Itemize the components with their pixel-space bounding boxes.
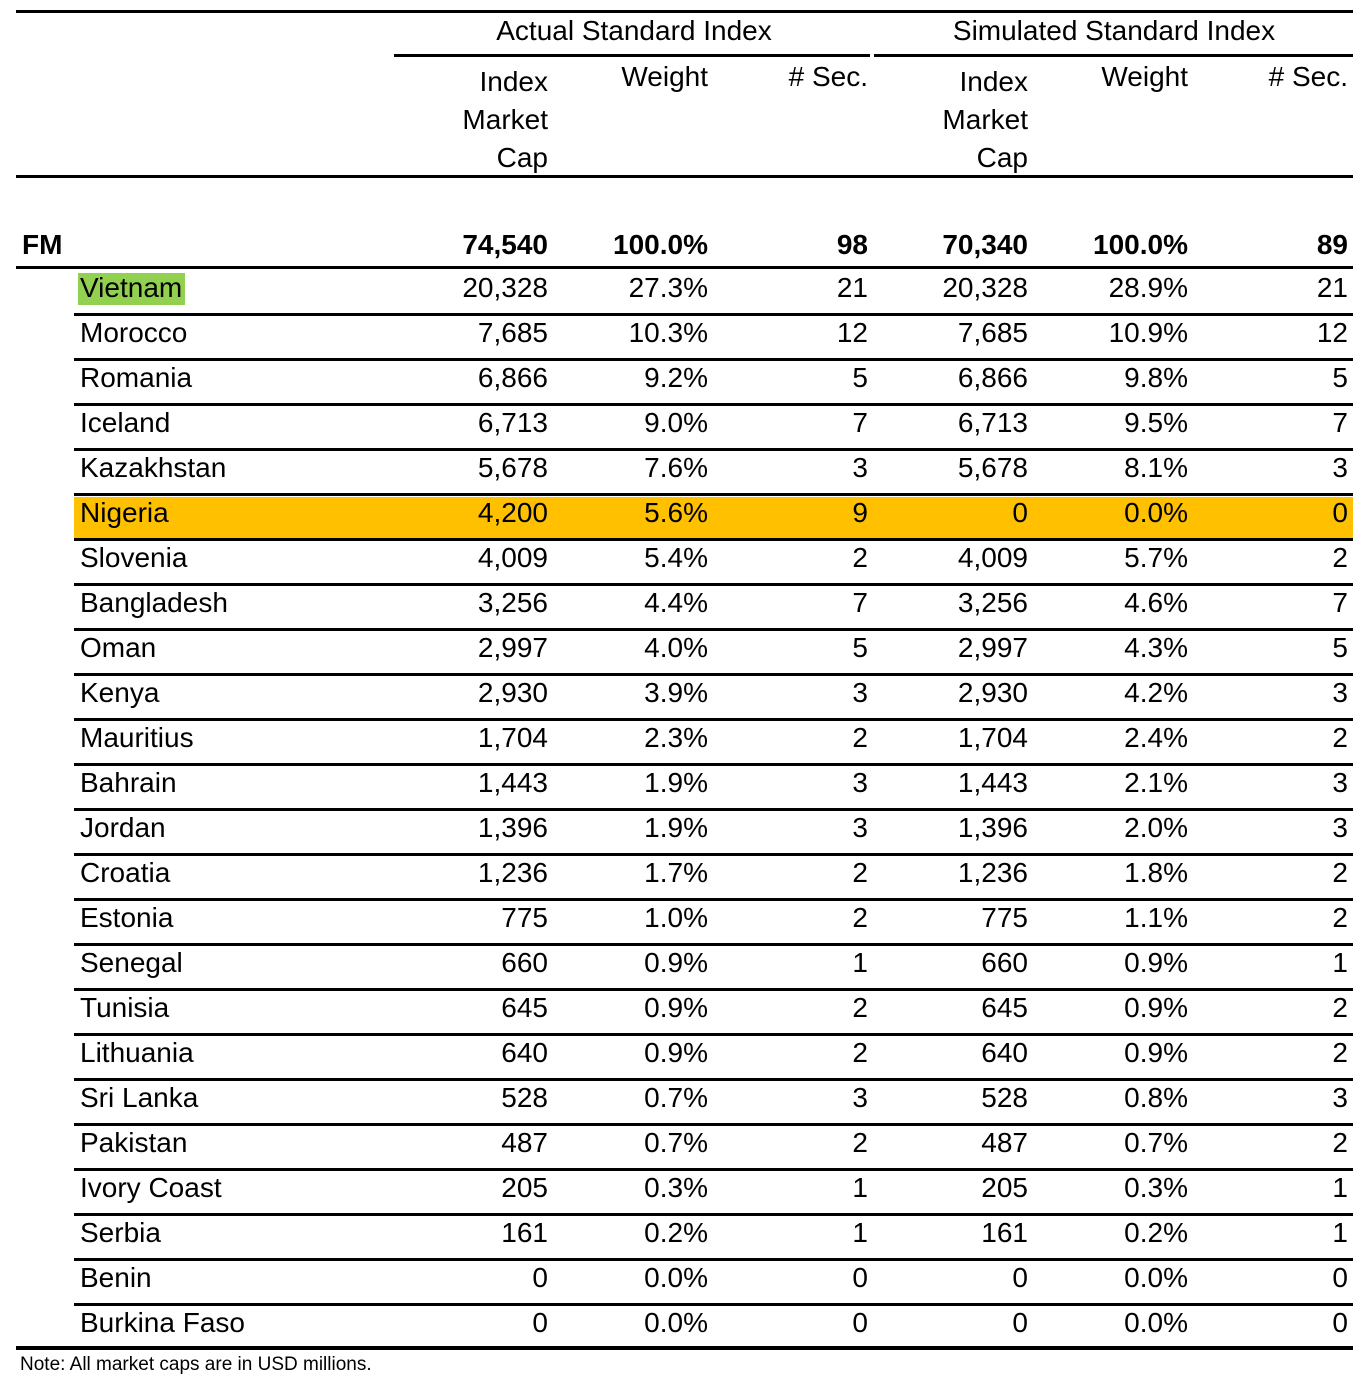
actual-cap-cell: 6,866 <box>477 362 548 393</box>
row-separator <box>74 313 1353 316</box>
actual-weight-cell: 3.9% <box>644 677 708 708</box>
sim-weight-cell: 1.1% <box>1124 902 1188 933</box>
sim-weight-cell: 2.1% <box>1124 767 1188 798</box>
actual-sec-cell: 2 <box>852 902 868 933</box>
country-label: Serbia <box>80 1217 161 1248</box>
sim-sec-cell: 2 <box>1332 1127 1348 1158</box>
sim-sec-cell: 3 <box>1332 1082 1348 1113</box>
actual-weight-cell: 10.3% <box>628 317 708 348</box>
actual-weight-cell: 4.4% <box>644 587 708 618</box>
sim-weight-cell: 0.0% <box>1124 497 1188 528</box>
actual-weight-cell: 27.3% <box>628 272 708 303</box>
total-actual-weight: 100.0% <box>613 229 708 260</box>
top-rule <box>16 10 1353 13</box>
sim-weight-cell: 4.6% <box>1124 587 1188 618</box>
sim-sec-cell: 1 <box>1332 947 1348 978</box>
col-header-cap-line2: Market <box>942 104 1028 135</box>
actual-cap-cell: 161 <box>501 1217 548 1248</box>
col-header-sim-sec: # Sec. <box>1268 61 1348 92</box>
row-separator <box>74 493 1353 496</box>
sim-cap-cell: 6,713 <box>957 407 1028 438</box>
actual-sec-cell: 5 <box>852 632 868 663</box>
row-separator <box>74 538 1353 541</box>
actual-sec-cell: 1 <box>852 1217 868 1248</box>
actual-sec-cell: 2 <box>852 992 868 1023</box>
row-separator <box>74 1213 1353 1216</box>
total-sim-cap: 70,340 <box>942 229 1028 260</box>
actual-sec-cell: 3 <box>852 452 868 483</box>
country-label: Mauritius <box>80 722 194 753</box>
sim-weight-cell: 0.2% <box>1124 1217 1188 1248</box>
country-label: Tunisia <box>80 992 170 1023</box>
actual-cap-cell: 1,396 <box>477 812 548 843</box>
actual-sec-cell: 3 <box>852 767 868 798</box>
row-separator <box>74 358 1353 361</box>
actual-weight-cell: 1.7% <box>644 857 708 888</box>
actual-sec-cell: 1 <box>852 1172 868 1203</box>
row-separator <box>74 403 1353 406</box>
sim-weight-cell: 28.9% <box>1108 272 1188 303</box>
sim-cap-cell: 3,256 <box>957 587 1028 618</box>
actual-weight-cell: 0.7% <box>644 1082 708 1113</box>
row-separator <box>74 1033 1353 1036</box>
actual-weight-cell: 0.0% <box>644 1307 708 1338</box>
row-separator <box>74 1078 1353 1081</box>
actual-sec-cell: 0 <box>852 1307 868 1338</box>
row-separator <box>74 853 1353 856</box>
row-separator <box>74 1168 1353 1171</box>
sim-weight-cell: 1.8% <box>1124 857 1188 888</box>
row-separator <box>74 988 1353 991</box>
actual-sec-cell: 7 <box>852 407 868 438</box>
country-label: Kenya <box>80 677 160 708</box>
sim-cap-cell: 1,704 <box>957 722 1028 753</box>
country-label: Benin <box>80 1262 152 1293</box>
actual-cap-cell: 660 <box>501 947 548 978</box>
row-separator <box>74 718 1353 721</box>
sim-weight-cell: 0.9% <box>1124 992 1188 1023</box>
table-bottom-rule <box>16 1346 1353 1350</box>
sim-sec-cell: 7 <box>1332 587 1348 618</box>
col-header-cap-line1: Index <box>479 66 548 97</box>
sim-cap-cell: 0 <box>1012 497 1028 528</box>
country-label: Iceland <box>80 407 171 438</box>
sim-cap-cell: 660 <box>981 947 1028 978</box>
header-bottom-rule <box>16 175 1353 178</box>
actual-weight-cell: 1.9% <box>644 767 708 798</box>
actual-sec-cell: 9 <box>852 497 868 528</box>
country-label: Burkina Faso <box>80 1307 245 1338</box>
sim-cap-cell: 1,443 <box>957 767 1028 798</box>
actual-weight-cell: 7.6% <box>644 452 708 483</box>
sim-cap-cell: 1,236 <box>957 857 1028 888</box>
sim-sec-cell: 2 <box>1332 1037 1348 1068</box>
group-rule-actual <box>394 54 870 57</box>
actual-weight-cell: 0.7% <box>644 1127 708 1158</box>
actual-weight-cell: 0.0% <box>644 1262 708 1293</box>
country-label: Sri Lanka <box>80 1082 199 1113</box>
actual-cap-cell: 1,704 <box>477 722 548 753</box>
sim-weight-cell: 4.3% <box>1124 632 1188 663</box>
actual-cap-cell: 5,678 <box>477 452 548 483</box>
actual-weight-cell: 0.9% <box>644 1037 708 1068</box>
actual-sec-cell: 2 <box>852 1127 868 1158</box>
sim-cap-cell: 4,009 <box>957 542 1028 573</box>
sim-cap-cell: 5,678 <box>957 452 1028 483</box>
sim-cap-cell: 6,866 <box>957 362 1028 393</box>
total-actual-sec: 98 <box>836 229 868 260</box>
sim-sec-cell: 2 <box>1332 722 1348 753</box>
country-label: Jordan <box>80 812 166 843</box>
actual-cap-cell: 0 <box>532 1307 548 1338</box>
actual-weight-cell: 2.3% <box>644 722 708 753</box>
row-separator <box>74 448 1353 451</box>
actual-weight-cell: 0.3% <box>644 1172 708 1203</box>
col-header-actual-cap <box>380 63 548 177</box>
sim-weight-cell: 0.7% <box>1124 1127 1188 1158</box>
country-label: Croatia <box>80 857 171 888</box>
simulated-index-title: Simulated Standard Index <box>952 15 1276 46</box>
actual-sec-cell: 12 <box>836 317 868 348</box>
sim-weight-cell: 9.5% <box>1124 407 1188 438</box>
row-separator <box>74 1303 1353 1306</box>
col-header-cap-line2: Market <box>462 104 548 135</box>
actual-cap-cell: 528 <box>501 1082 548 1113</box>
sim-cap-cell: 205 <box>981 1172 1028 1203</box>
sim-sec-cell: 3 <box>1332 677 1348 708</box>
actual-sec-cell: 2 <box>852 542 868 573</box>
row-separator <box>74 1123 1353 1126</box>
country-label: Romania <box>80 362 193 393</box>
sim-weight-cell: 0.3% <box>1124 1172 1188 1203</box>
actual-cap-cell: 6,713 <box>477 407 548 438</box>
total-sim-sec: 89 <box>1316 229 1348 260</box>
actual-cap-cell: 4,200 <box>477 497 548 528</box>
sim-sec-cell: 2 <box>1332 992 1348 1023</box>
actual-sec-cell: 5 <box>852 362 868 393</box>
row-separator <box>74 1258 1353 1261</box>
sim-sec-cell: 3 <box>1332 812 1348 843</box>
country-label: Lithuania <box>80 1037 194 1068</box>
actual-index-title: Actual Standard Index <box>496 15 772 46</box>
row-separator <box>74 673 1353 676</box>
actual-cap-cell: 775 <box>501 902 548 933</box>
sim-sec-cell: 1 <box>1332 1217 1348 1248</box>
sim-sec-cell: 2 <box>1332 857 1348 888</box>
actual-sec-cell: 1 <box>852 947 868 978</box>
sim-cap-cell: 1,396 <box>957 812 1028 843</box>
sim-weight-cell: 0.0% <box>1124 1307 1188 1338</box>
footnote: Note: All market caps are in USD millions. <box>20 1354 372 1375</box>
sim-cap-cell: 487 <box>981 1127 1028 1158</box>
row-separator <box>74 763 1353 766</box>
actual-cap-cell: 487 <box>501 1127 548 1158</box>
actual-cap-cell: 645 <box>501 992 548 1023</box>
sim-cap-cell: 2,997 <box>957 632 1028 663</box>
country-label: Bangladesh <box>80 587 228 618</box>
country-label: Oman <box>80 632 157 663</box>
sim-weight-cell: 0.8% <box>1124 1082 1188 1113</box>
sim-sec-cell: 5 <box>1332 632 1348 663</box>
actual-cap-cell: 3,256 <box>477 587 548 618</box>
total-sim-weight: 100.0% <box>1093 229 1188 260</box>
sim-weight-cell: 4.2% <box>1124 677 1188 708</box>
col-header-cap-line1: Index <box>959 66 1028 97</box>
actual-cap-cell: 640 <box>501 1037 548 1068</box>
sim-cap-cell: 775 <box>981 902 1028 933</box>
total-label: FM <box>22 229 63 260</box>
country-label: Pakistan <box>80 1127 188 1158</box>
actual-cap-cell: 205 <box>501 1172 548 1203</box>
sim-weight-cell: 2.4% <box>1124 722 1188 753</box>
actual-cap-cell: 2,997 <box>477 632 548 663</box>
actual-cap-cell: 4,009 <box>477 542 548 573</box>
sim-cap-cell: 2,930 <box>957 677 1028 708</box>
actual-cap-cell: 1,443 <box>477 767 548 798</box>
sim-sec-cell: 0 <box>1332 1307 1348 1338</box>
sim-cap-cell: 161 <box>981 1217 1028 1248</box>
actual-sec-cell: 3 <box>852 1082 868 1113</box>
actual-cap-cell: 2,930 <box>477 677 548 708</box>
sim-cap-cell: 528 <box>981 1082 1028 1113</box>
sim-weight-cell: 10.9% <box>1108 317 1188 348</box>
country-label: Estonia <box>80 902 174 933</box>
actual-weight-cell: 1.0% <box>644 902 708 933</box>
col-header-sim-cap <box>860 63 1028 177</box>
country-label: Senegal <box>80 947 183 978</box>
actual-weight-cell: 4.0% <box>644 632 708 663</box>
sim-sec-cell: 7 <box>1332 407 1348 438</box>
country-label: Kazakhstan <box>80 452 227 483</box>
total-bottom-rule <box>16 266 1353 269</box>
sim-cap-cell: 645 <box>981 992 1028 1023</box>
actual-sec-cell: 2 <box>852 722 868 753</box>
sim-weight-cell: 8.1% <box>1124 452 1188 483</box>
country-label: Bahrain <box>80 767 177 798</box>
actual-weight-cell: 9.2% <box>644 362 708 393</box>
actual-sec-cell: 0 <box>852 1262 868 1293</box>
sim-sec-cell: 3 <box>1332 767 1348 798</box>
sim-sec-cell: 1 <box>1332 1172 1348 1203</box>
sim-sec-cell: 3 <box>1332 452 1348 483</box>
actual-weight-cell: 5.6% <box>644 497 708 528</box>
sim-sec-cell: 2 <box>1332 902 1348 933</box>
sim-sec-cell: 0 <box>1332 1262 1348 1293</box>
actual-sec-cell: 3 <box>852 812 868 843</box>
sim-cap-cell: 0 <box>1012 1307 1028 1338</box>
col-header-actual-weight: Weight <box>621 61 708 92</box>
row-separator <box>74 583 1353 586</box>
row-separator <box>74 628 1353 631</box>
actual-sec-cell: 21 <box>836 272 868 303</box>
actual-cap-cell: 0 <box>532 1262 548 1293</box>
col-header-sim-weight: Weight <box>1101 61 1188 92</box>
country-label: Morocco <box>80 317 188 348</box>
actual-weight-cell: 0.9% <box>644 947 708 978</box>
group-rule-simulated <box>874 54 1353 57</box>
actual-cap-cell: 1,236 <box>477 857 548 888</box>
sim-sec-cell: 21 <box>1316 272 1348 303</box>
sim-cap-cell: 7,685 <box>957 317 1028 348</box>
actual-weight-cell: 5.4% <box>644 542 708 573</box>
actual-weight-cell: 1.9% <box>644 812 708 843</box>
row-separator <box>74 943 1353 946</box>
sim-weight-cell: 0.9% <box>1124 947 1188 978</box>
col-header-cap-line3: Cap <box>496 142 548 173</box>
sim-weight-cell: 0.0% <box>1124 1262 1188 1293</box>
sim-cap-cell: 20,328 <box>942 272 1028 303</box>
actual-sec-cell: 3 <box>852 677 868 708</box>
country-label: Vietnam <box>78 273 185 305</box>
col-header-actual-sec: # Sec. <box>788 61 868 92</box>
row-separator <box>74 808 1353 811</box>
country-label: Ivory Coast <box>80 1172 222 1203</box>
sim-sec-cell: 5 <box>1332 362 1348 393</box>
row-separator <box>74 898 1353 901</box>
total-actual-cap: 74,540 <box>462 229 548 260</box>
col-header-cap-line3: Cap <box>976 142 1028 173</box>
actual-sec-cell: 7 <box>852 587 868 618</box>
actual-weight-cell: 0.2% <box>644 1217 708 1248</box>
actual-sec-cell: 2 <box>852 857 868 888</box>
country-label: Slovenia <box>80 542 188 573</box>
sim-weight-cell: 9.8% <box>1124 362 1188 393</box>
actual-weight-cell: 9.0% <box>644 407 708 438</box>
actual-cap-cell: 7,685 <box>477 317 548 348</box>
country-label: Nigeria <box>80 497 169 528</box>
actual-weight-cell: 0.9% <box>644 992 708 1023</box>
sim-weight-cell: 5.7% <box>1124 542 1188 573</box>
sim-sec-cell: 12 <box>1316 317 1348 348</box>
sim-weight-cell: 0.9% <box>1124 1037 1188 1068</box>
sim-sec-cell: 0 <box>1332 497 1348 528</box>
sim-cap-cell: 640 <box>981 1037 1028 1068</box>
actual-cap-cell: 20,328 <box>462 272 548 303</box>
sim-cap-cell: 0 <box>1012 1262 1028 1293</box>
sim-weight-cell: 2.0% <box>1124 812 1188 843</box>
sim-sec-cell: 2 <box>1332 542 1348 573</box>
actual-sec-cell: 2 <box>852 1037 868 1068</box>
